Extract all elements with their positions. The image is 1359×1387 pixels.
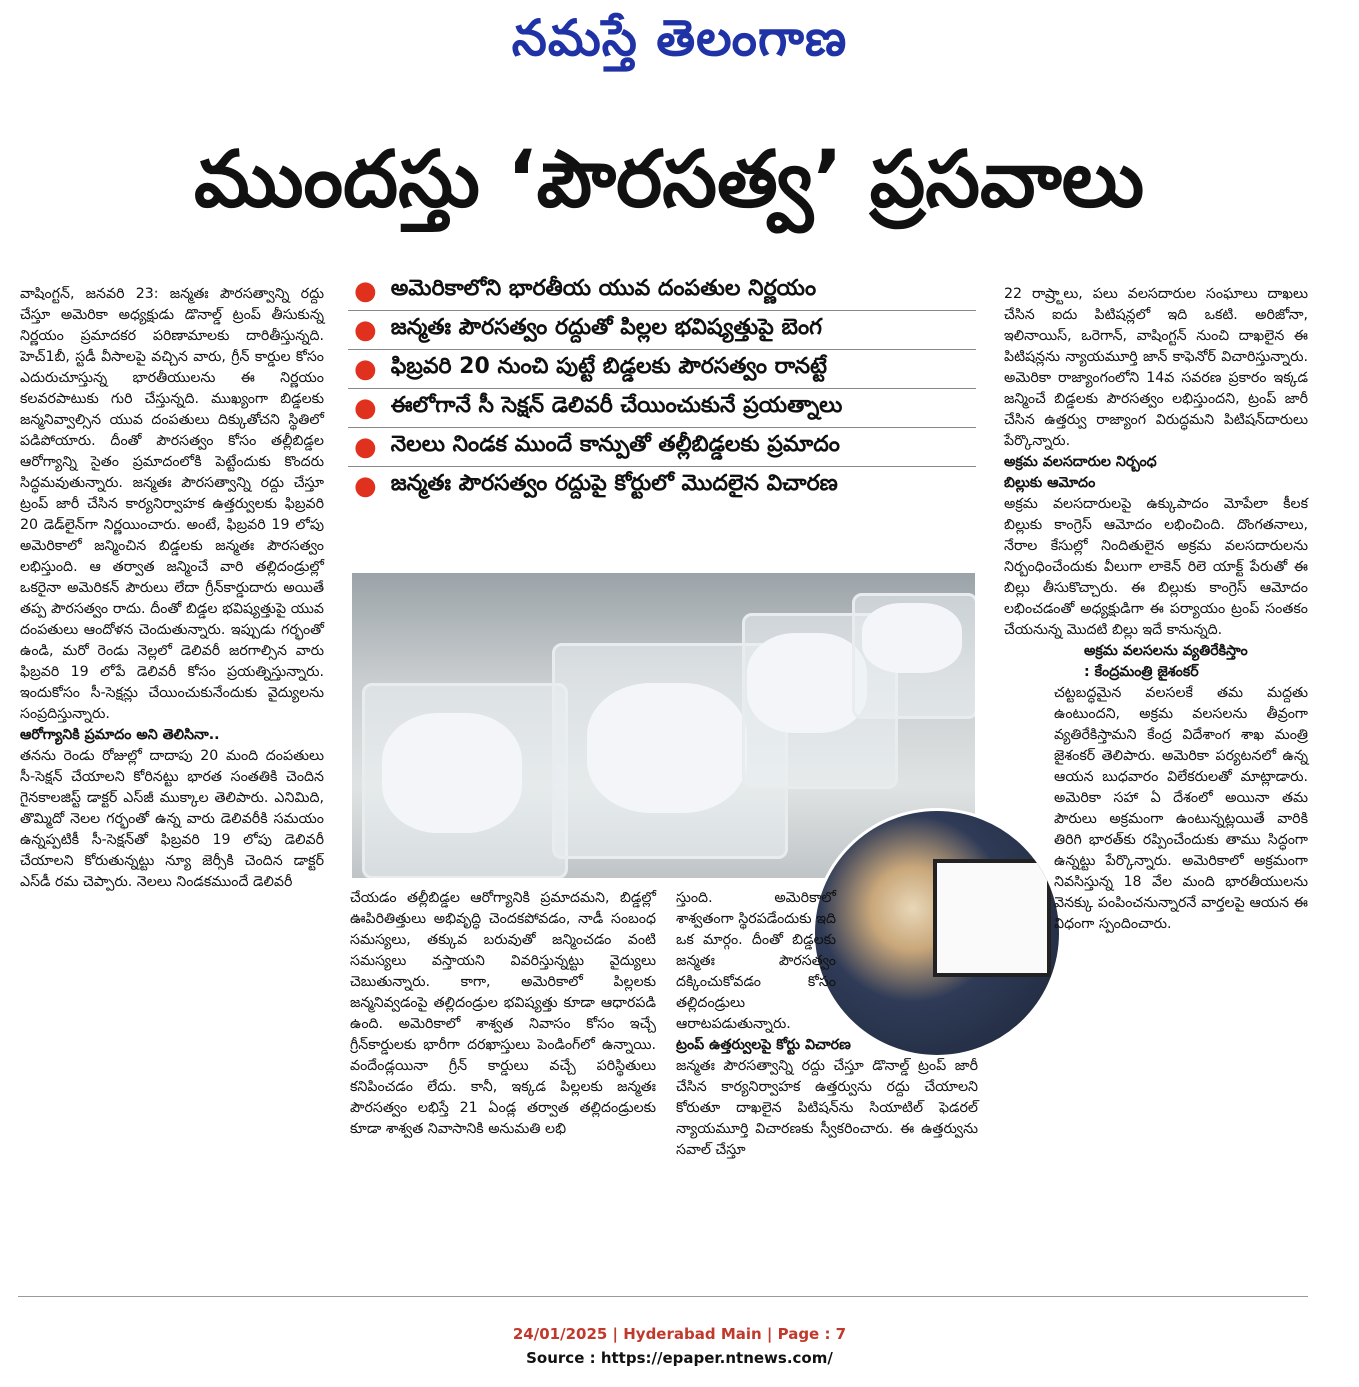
col4-subheading-1a: అక్రమ వలసదారుల నిర్బంధ [1004,454,1157,470]
col4-paragraph-1: 22 రాష్ర్టాలు, పలు వలసదారుల సంఘాలు దాఖలు చేసిన ఐదు పిటిషన్లలో ఇది ఒకటి. అరిజోనా, ఇలినాయిస్, ఒరెగాన్, వాషింగ్టన్ నుంచి దాఖలైన ఈ పిటిషన్లను న్యాయమూర్తి జాన్ కాఫెనోర్ విచారిస్తున్నారు. అమెరికా రాజ్యాంగంలోని 14వ సవరణ ప్రకారం ఇక్కడ జన్మించే బిడ్డలకు పౌరసత్వం లభిస్తుందని, ట్రంప్ జారీ చేసిన ఉత్తర్వు రాజ్యాంగ విరుద్ధమని పిటిషన్‌దారులు పేర్కొన్నారు. [1004,286,1308,449]
footer-source-link[interactable]: Source : https://epaper.ntnews.com/ [526,1349,833,1367]
highlight-item: ● ఫిబ్రవరి 20 నుంచి పుట్టే బిడ్డలకు పౌరసత్వం రానట్టే [348,350,976,389]
col1-paragraph-1: వాషింగ్టన్, జనవరి 23: జన్మతః పౌరసత్వాన్ని రద్దు చేస్తూ అమెరికా అధ్యక్షుడు డొనాల్డ్ ట్రంప్ తీసుకున్న నిర్ణయం ప్రమాదకర పరిణామాలకు దారితీస్తున్నది. హెచ్1బీ, స్టడీ వీసాలపై వచ్చిన వారు, గ్రీన్ కార్డుల కోసం ఎదురుచూస్తున్న భారతీయులను ఈ నిర్ణయం కలవరపాటుకు గురి చేస్తున్నది. ముఖ్యంగా బిడ్డలకు జన్మనివ్వాల్సిన యువ దంపతులు దిక్కుతోచని స్థితిలో పడిపోయారు. దీంతో పౌరసత్వం కోసం తల్లీబిడ్డల ఆరోగ్యాన్ని సైతం ప్రమాదంలోకి పెట్టేందుకు కొందరు సిద్ధమవుతున్నారు. జన్మతః పౌరసత్వాన్ని రద్దు చేస్తూ ట్రంప్ జారీ చేసిన కార్యనిర్వాహక ఉత్తర్వులకు ఫిబ్రవరి 20 డెడ్‌లైన్‌గా నిర్ణయించారు. అంటే, ఫిబ్రవరి 19 లోపు అమెరికాలో జన్మించిన బిడ్డలకు జన్మతః పౌరసత్వం లభిస్తుంది. ఆ తర్వాత జన్మించే వారి తల్లిదండ్రుల్లో ఒకరైనా అమెరికన్ పౌరులు లేదా గ్రీన్‌కార్డుదారు అయితే తప్ప పౌరసత్వం రాదు. దీంతో బిడ్డల భవిష్యత్తుపై యువ దంపతులు ఆందోళన చెందుతున్నారు. ఇప్పుడు గర్భంతో ఉండి, మరో రెండు నెల్లలో డెలివరీ జరగాల్సిన వారు ఫిబ్రవరి 19 లోపే డెలివరీ కోసం ప్రయత్నిస్తున్నారు. ఇందుకోసం సీ-సెక్షన్లు చేయించుకునేందుకు వైద్యులను సంప్రదిస్తున్నారు. [20,286,324,722]
col4-subheading-1b: బిల్లుకు ఆమోదం [1004,475,1096,491]
column-3 [676,888,978,1161]
col3-subheading: ట్రంప్ ఉత్తర్వులపై కోర్టు విచారణ [676,1037,851,1053]
article-headline: ముందస్తు ‘పౌరసత్వ’ ప్రసవాలు [193,135,1145,225]
col3-paragraph-2: జన్మతః పౌరసత్వాన్ని రద్దు చేస్తూ డొనాల్డ్ ట్రంప్ జారీ చేసిన కార్యనిర్వాహక ఉత్తర్వును రద్దు చేయాలని కోరుతూ దాఖలైన పిటిషన్‌ను సియాటిల్ ఫెడరల్ న్యాయమూర్తి విచారణకు స్వీకరించారు. ఈ ఉత్తర్వును సవాల్ చేస్తూ [676,1058,978,1158]
footer-edition-info: 24/01/2025 | Hyderabad Main | Page : 7 [512,1325,847,1343]
column-2 [350,888,656,1140]
bullet-icon: ● [354,471,377,501]
bullet-icon: ● [354,354,377,384]
column-1 [20,284,324,893]
highlight-item: ● జన్మతః పౌరసత్వం రద్దుతో పిల్లల భవిష్యత్తుపై బెంగ [348,311,976,350]
col2-paragraph: చేయడం తల్లీబిడ్డల ఆరోగ్యానికి ప్రమాదమని, బిడ్డల్లో ఊపిరితిత్తులు అభివృద్ధి చెందకపోవడం, నాడీ సంబంధ సమస్యలు, తక్కువ బరువుతో జన్మించడం వంటి సమస్యలు వస్తాయని వివరిస్తున్నట్టు వైద్యులు చెబుతున్నారు. కాగా, అమెరికాలో పిల్లలకు జన్మనివ్వడంపై తల్లిదండ్రుల భవిష్యత్తు కూడా ఆధారపడి ఉంది. అమెరికాలో శాశ్వత నివాసం కోసం ఇచ్చే గ్రీన్‌కార్డులకు భారీగా దరఖాస్తులు పెండింగ్‌లో ఉన్నాయి. వందేండ్లయినా గ్రీన్ కార్డులు వచ్చే పరిస్థితులు కనిపించడం లేదు. కానీ, ఇక్కడ పిల్లలకు జన్మతః పౌరసత్వం లభిస్తే 21 ఏండ్ల తర్వాత తల్లిదండ్రులకు కూడా శాశ్వత నివాసానికి అనుమతి లభి [350,890,656,1137]
bullet-icon: ● [354,393,377,423]
col4-subheading-2b: : కేంద్రమంత్రి జైశంకర్ [1084,664,1199,680]
bullet-icon: ● [354,432,377,462]
page-divider [18,1296,1308,1297]
bullet-icon: ● [354,315,377,345]
highlight-item: ● నెలలు నిండక ముందే కాన్పుతో తల్లీబిడ్డలకు ప్రమాదం [348,428,976,467]
col4-paragraph-3: చట్టబద్ధమైన వలసలకే తమ మద్దతు ఉంటుందని, అక్రమ వలసలను తీవ్రంగా వ్యతిరేకిస్తామని కేంద్ర విదేశాంగ శాఖ మంత్రి జైశంకర్ తెలిపారు. అమెరికా పర్యటనలో ఉన్న ఆయన బుధవారం విలేకరులతో మాట్లాడారు. అమెరికా సహా ఏ దేశంలో అయినా తమ పౌరులు అక్రమంగా ఉంటున్నట్లయితే వారికి తిరిగి భారత్‌కు రప్పించేందుకు తాము సిద్ధంగా ఉన్నట్టు పేర్కొన్నారు. అమెరికాలో అక్రమంగా నివసిస్తున్న 18 వేల మంది భారతీయులను వెనక్కు పంపించనున్నారనే వార్తలపై ఆయన ఈ విధంగా స్పందించారు. [1054,685,1308,932]
column-4 [1004,284,1308,935]
col4-subheading-2a: అక్రమ వలసలను వ్యతిరేకిస్తాం [1084,643,1248,659]
highlight-item: ● ఈలోగానే సీ సెక్షన్ డెలివరీ చేయించుకునే ప్రయత్నాలు [348,389,976,428]
highlights-list [348,272,976,505]
col3-paragraph-1: స్తుంది. అమెరికాలో శాశ్వతంగా స్థిరపడేందుకు ఇది ఒక మార్గం. దీంతో బిడ్డలకు జన్మతః పౌరసత్వం దక్కించుకోవడం కోసం తల్లిదండ్రులు ఆరాటపడుతున్నారు. [676,890,836,1032]
highlight-item: ● అమెరికాలోని భారతీయ యువ దంపతుల నిర్ణయం [348,272,976,311]
newspaper-masthead: నమస్తే తెలంగాణ [511,8,848,67]
col1-subheading: ఆరోగ్యానికి ప్రమాదం అని తెలిసినా.. [20,727,220,743]
bullet-icon: ● [354,276,377,306]
col1-paragraph-2: తనను రెండు రోజుల్లో దాదాపు 20 మంది దంపతులు సీ-సెక్షన్ చేయాలని కోరినట్టు భారత సంతతికి చెందిన గైనకాలజిస్ట్ డాక్టర్ ఎస్‌జీ ముక్కాల తెలిపారు. ఎనిమిది, తొమ్మిదో నెలల గర్భంతో ఉన్న వారు డెలివరీకి సమయం ఉన్నప్పటికీ సీ-సెక్షన్‌తో ఫిబ్రవరి 19 లోపు డెలివరీ చేయాలని కోరుతున్నట్టు న్యూ జెర్సీకి చెందిన డాక్టర్ ఎస్‌డీ రమ చెప్పారు. నెలలు నిండకముందే డెలివరీ [20,748,324,890]
highlight-item: ● జన్మతః పౌరసత్వం రద్దుపై కోర్టులో మొదలైన విచారణ [354,471,838,501]
col4-paragraph-2: అక్రమ వలసదారులపై ఉక్కుపాదం మోపేలా కీలక బిల్లుకు కాంగ్రెస్ ఆమోదం లభించింది. దొంగతనాలు, నేరాల కేసుల్లో నిందితులైన అక్రమ వలసదారులను నిర్బంధించేందుకు వీలుగా లాకెన్ రిలె యాక్ట్ పేరుతో ఈ బిల్లు తీసుకొచ్చారు. ఈ బిల్లుకు కాంగ్రెస్ ఆమోదం లభించడంతో అధ్యక్షుడిగా ఈ పర్యాయం ట్రంప్ సంతకం చేయనున్న మొదటి బిల్లు ఇదే కానున్నది. [1004,496,1308,638]
